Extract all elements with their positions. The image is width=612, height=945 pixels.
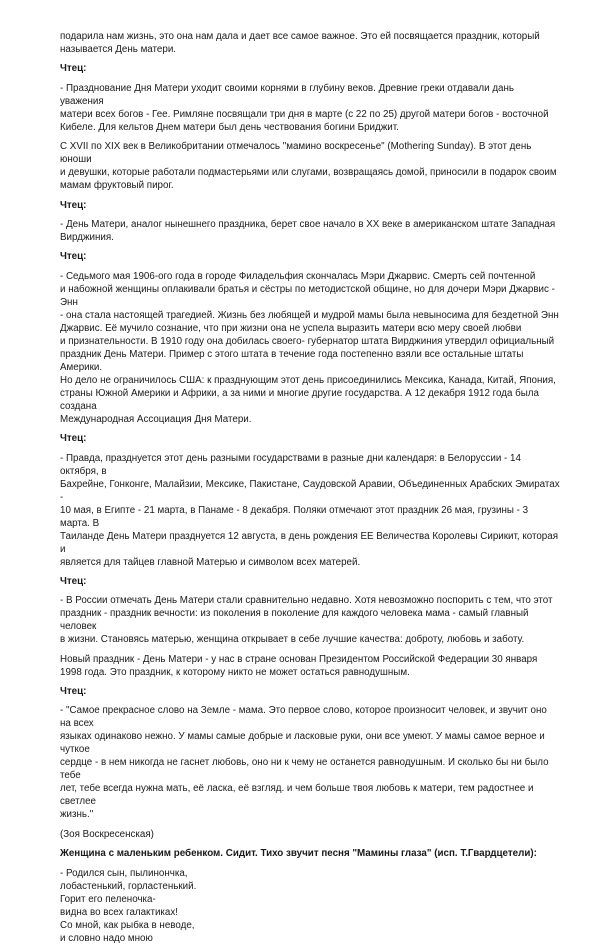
text-line: - она стала настоящей трагедией. Жизнь без любящей и мудрой мамы была невыносима для бездетной Энн: [60, 309, 559, 321]
text-line: (Зоя Воскресенская): [60, 828, 154, 840]
poem-line: Горит его пеленочка-: [60, 893, 156, 905]
poem-line: - Родился сын, пылинончка,: [60, 867, 188, 879]
text-line: Бахрейне, Гонконге, Малайзии, Мексике, Пакистане, Саудовской Аравии, Объединенных Арабских Эмиратах -: [60, 478, 560, 503]
text-line: - В России отмечать День Матери стали сравнительно недавно. Хотя невозможно поспорить с тем, что этот: [60, 595, 553, 607]
text-line: - День Матери, аналог нынешнего праздника, берет свое начало в XX веке в американском штате Западная: [60, 218, 556, 230]
text-line: Джарвис. Её мучило сознание, что при жизни она не успела выразить матери всю меру своей любви: [60, 322, 522, 334]
text-line: является для тайцев главной Матерью и символом всех матерей.: [60, 556, 361, 568]
text-line: праздник - праздник вечности: из поколения в поколение для каждого человека мама - самый главный человек: [60, 608, 529, 633]
text-line: Международная Ассоциация Дня Матери.: [60, 413, 252, 425]
speaker-label: Чтец:: [60, 686, 87, 698]
paragraph: [60, 594, 560, 646]
text-line: мамам фруктовый пирог.: [60, 180, 174, 192]
text-line: праздник День Матери. Пример с этого штата в течение года постепенно взяли все остальные штаты Америки.: [60, 348, 524, 373]
paragraph: [60, 704, 560, 821]
text-line: Кибеле. Для кельтов Днем матери был день чествования богини Бриджит.: [60, 121, 399, 133]
text-line: и признательности. В 1910 году она добилась своего- губернатор штата Вирджиния утвердил официальный: [60, 335, 555, 347]
paragraph: [60, 828, 560, 841]
text-line: и набожной женщины оплакивали братья и сёстры по методистской общине, но для дочери Мэри Джарвис - Энн: [60, 283, 555, 308]
paragraph: [60, 452, 560, 569]
text-line: - Правда, празднуется этот день разными государствами в разные дни календаря: в Белоруссии - 14 октября, в: [60, 452, 521, 477]
text-line: Таиланде День Матери празднуется 12 августа, в день рождения ЕЕ Величества Королевы Сирикит, которая и: [60, 530, 559, 555]
text-line: называется День матери.: [60, 44, 177, 55]
speaker-label: Чтец:: [60, 251, 87, 263]
text-line: - "Самое прекрасное слово на Земле - мама. Это первое слово, которое произносит человек, и звучит оно на всех: [60, 705, 547, 730]
stage-direction: Женщина с маленьким ребенком. Сидит. Тихо звучит песня "Мамины глаза" (исп. Т.Гвардцетели):: [60, 848, 537, 860]
text-line: сердце - в нем никогда не гаснет любовь, оно ни к чему не останется равнодушным. И сколько бы ни было тебе: [60, 757, 549, 782]
text-line: в жизни. Становясь матерью, женщина открывает в себе лучшие качества: доброту, любовь и заботу.: [60, 634, 525, 646]
text-line: подарила нам жизнь, это она нам дала и дает все самое важное. Это ей посвящается праздник, который: [60, 31, 540, 42]
text-line: - Седьмого мая 1906-ого года в городе Филадельфия скончалась Мэри Джарвис. Смерть сей почтенной: [60, 270, 536, 282]
text-line: языках одинаково нежно. У мамы самые добрые и ласковые руки, они все умеют. У мамы самое верное и чуткое: [60, 731, 545, 756]
speaker-label: Чтец:: [60, 433, 87, 445]
text-line: С XVII по XIX век в Великобритании отмечалось "мамино воскресенье" (Mothering Sunday). В этот день юноши: [60, 141, 532, 166]
paragraph: [60, 653, 560, 679]
paragraph: [60, 218, 560, 244]
paragraph: [60, 30, 560, 56]
poem-stanza: [60, 867, 560, 945]
poem-line: и словно надо мною: [60, 932, 153, 944]
speaker-label: Чтец:: [60, 575, 87, 587]
text-line: Но дело не ограничилось США: к празднующим этот день присоединились Мексика, Канада, Китай, Япония,: [60, 374, 556, 386]
poem-line: Со мной, как рыбка в неводе,: [60, 919, 195, 931]
text-line: Новый праздник - День Матери - у нас в стране основан Президентом Российской Федерации 30 января: [60, 653, 538, 665]
text-line: матери всех богов - Гее. Римляне посвящали три дня в марте (с 22 по 25) другой матери богов - восточной: [60, 108, 549, 120]
poem-line: видна во всех галактиках!: [60, 906, 178, 918]
text-line: жизнь.": [60, 809, 94, 821]
poem-line: лобастенький, горластенький.: [60, 880, 197, 892]
speaker-label: Чтец:: [60, 199, 87, 211]
text-line: 10 мая, в Египте - 21 марта, в Панаме - 8 декабря. Поляки отмечают этот праздник 26 мая, грузины - 3 марта. В: [60, 504, 529, 529]
text-line: - Празднование Дня Матери уходит своими корнями в глубину веков. Древние греки отдавали дань уважения: [60, 82, 514, 107]
text-line: Вирджиния.: [60, 231, 114, 243]
text-line: страны Южной Америки и Африки, а за ними и многие другие государства. А 12 декабря 1912 года была создана: [60, 387, 539, 412]
text-line: 1998 года. Это праздник, к которому никто не может остаться равнодушным.: [60, 666, 410, 678]
paragraph: [60, 270, 560, 426]
text-line: и девушки, которые работали подмастерьями или слугами, возвращаясь домой, приносили в подарок своим: [60, 167, 557, 179]
text-line: лет, тебе всегда нужна мать, её ласка, её взгляд. и чем больше твоя любовь к матери, тем радостнее и светлее: [60, 783, 534, 808]
document-page: [60, 30, 560, 945]
paragraph: [60, 140, 560, 192]
paragraph: [60, 82, 560, 134]
speaker-label: Чтец:: [60, 63, 87, 75]
